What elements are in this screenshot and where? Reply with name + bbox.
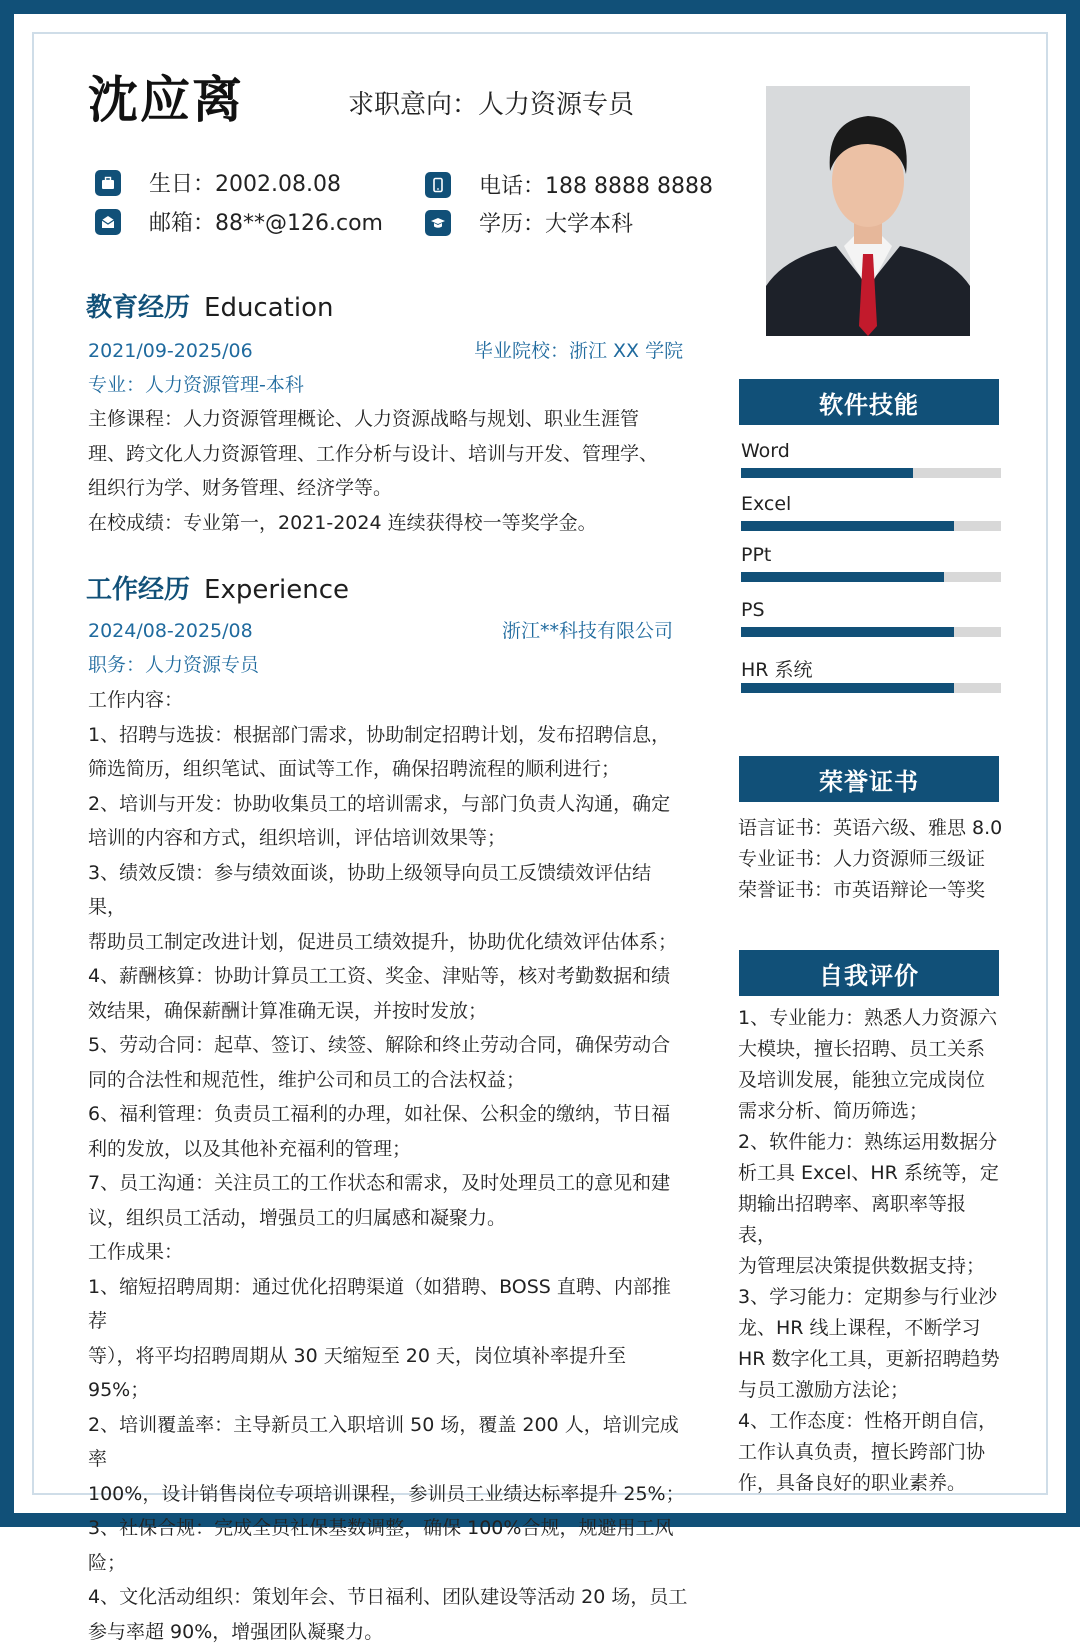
self-eval-line: 析工具 Excel、HR 系统等，定 [738,1158,1003,1189]
skill-name: PS [741,599,1001,623]
honors-heading: 荣誉证书 [739,756,999,802]
experience-line: 3、社保合规：完成全员社保基数调整，确保 100%合规，规避用工风险； [88,1511,688,1580]
experience-line: 100%，设计销售岗位专项培训课程，参训员工业绩达标率提升 25%； [88,1477,688,1512]
graduation-cap-icon [425,210,451,236]
experience-line: 1、招聘与选拔：根据部门需求，协助制定招聘计划，发布招聘信息， [88,718,688,753]
birthday-text: 生日：2002.08.08 [149,167,341,198]
honors-list [738,813,1003,906]
self-eval-list [738,1003,1003,1499]
self-eval-line: 工作认真负责，擅长跨部门协 [738,1437,1003,1468]
experience-line: 工作内容： [88,683,688,718]
skill-bar-fill [741,468,913,478]
email-text: 邮箱：88**@126.com [149,206,383,237]
honor-line: 专业证书：人力资源师三级证 [738,844,1003,875]
experience-line: 4、文化活动组织：策划年会、节日福利、团队建设等活动 20 场，员工 [88,1580,688,1615]
self-eval-line: 2、软件能力：熟练运用数据分 [738,1127,1003,1158]
self-eval-line: 及培训发展，能独立完成岗位 [738,1065,1003,1096]
self-eval-line: 3、学习能力：定期参与行业沙 [738,1282,1003,1313]
self-eval-line: 作，具备良好的职业素养。 [738,1468,1003,1499]
experience-line: 5、劳动合同：起草、签订、续签、解除和终止劳动合同，确保劳动合 [88,1028,688,1063]
skill-item [741,440,1001,478]
briefcase-icon [95,170,121,196]
self-eval-line: 为管理层决策提供数据支持； [738,1251,1003,1282]
skill-bar-track [741,521,1001,531]
skill-item [741,655,1001,693]
honor-line: 语言证书：英语六级、雅思 8.0 [738,813,1003,844]
skills-heading: 软件技能 [739,379,999,425]
self-eval-line: 1、专业能力：熟悉人力资源六 [738,1003,1003,1034]
portrait-illustration [766,86,970,336]
skill-bar-track [741,468,1001,478]
skill-item [741,493,1001,531]
skill-item [741,599,1001,637]
experience-line: 帮助员工制定改进计划，促进员工绩效提升，协助优化绩效评估体系； [88,925,688,960]
experience-line: 2、培训与开发：协助收集员工的培训需求，与部门负责人沟通，确定 [88,787,688,822]
experience-line: 3、绩效反馈：参与绩效面谈，协助上级领导向员工反馈绩效评估结果， [88,856,688,925]
experience-line: 利的发放，以及其他补充福利的管理； [88,1132,688,1167]
skill-bar-track [741,683,1001,693]
experience-position: 职务：人力资源专员 [88,648,259,683]
skill-item [741,544,1001,582]
contact-birthday [95,167,341,198]
education-line: 组织行为学、财务管理、经济学等。 [88,471,688,506]
skill-name: HR 系统 [741,655,1001,679]
experience-line: 2、培训覆盖率：主导新员工入职培训 50 场，覆盖 200 人，培训完成率 [88,1408,688,1477]
experience-line: 1、缩短招聘周期：通过优化招聘渠道（如猎聘、BOSS 直聘、内部推荐 [88,1270,688,1339]
self-eval-line: HR 数字化工具，更新招聘趋势 [738,1344,1003,1375]
experience-title-cn: 工作经历 [86,569,190,606]
experience-line: 7、员工沟通：关注员工的工作状态和需求，及时处理员工的意见和建 [88,1166,688,1201]
education-details [88,402,688,540]
phone-icon [425,172,451,198]
experience-line: 4、薪酬核算：协助计算员工工资、奖金、津贴等，核对考勤数据和绩 [88,959,688,994]
skill-bar-fill [741,683,954,693]
education-line: 在校成绩：专业第一，2021-2024 连续获得校一等奖学金。 [88,506,688,541]
contact-phone [425,169,713,200]
education-title-cn: 教育经历 [86,287,190,324]
education-title-en: Education [204,293,333,323]
self-eval-line: 与员工激励方法论； [738,1375,1003,1406]
candidate-name: 沈应离 [88,60,244,132]
skill-bar-fill [741,521,954,531]
education-school: 毕业院校：浙江 XX 学院 [474,334,683,369]
experience-line: 议，组织员工活动，增强员工的归属感和凝聚力。 [88,1201,688,1236]
skill-bar-fill [741,627,954,637]
education-heading [86,287,333,324]
experience-line: 培训的内容和方式，组织培训，评估培训效果等； [88,821,688,856]
self-eval-line: 4、工作态度：性格开朗自信， [738,1406,1003,1437]
self-eval-line: 期输出招聘率、离职率等报表， [738,1189,1003,1251]
experience-line: 效结果，确保薪酬计算准确无误，并按时发放； [88,994,688,1029]
experience-line: 筛选简历，组织笔试、面试等工作，确保招聘流程的顺利进行； [88,752,688,787]
contact-email [95,206,383,237]
skill-name: PPt [741,544,1001,568]
education-major: 专业：人力资源管理-本科 [88,368,304,403]
experience-line: 等），将平均招聘周期从 30 天缩短至 20 天，岗位填补率提升至 95%； [88,1339,688,1408]
profile-photo [766,86,970,336]
experience-line: 6、福利管理：负责员工福利的办理，如社保、公积金的缴纳，节日福 [88,1097,688,1132]
education-line: 理、跨文化人力资源管理、工作分析与设计、培训与开发、管理学、 [88,437,688,472]
contact-degree [425,207,633,238]
experience-title-en: Experience [204,575,349,605]
degree-text: 学历：大学本科 [479,207,633,238]
honor-line: 荣誉证书：市英语辩论一等奖 [738,875,1003,906]
education-line: 主修课程：人力资源管理概论、人力资源战略与规划、职业生涯管 [88,402,688,437]
self-eval-line: 大模块，擅长招聘、员工关系 [738,1034,1003,1065]
mail-icon [95,209,121,235]
job-intent: 求职意向：人力资源专员 [348,84,634,121]
experience-heading [86,569,349,606]
experience-period: 2024/08-2025/08 [88,614,253,649]
experience-line: 参与率超 90%，增强团队凝聚力。 [88,1615,688,1649]
skill-name: Word [741,440,1001,464]
experience-line: 同的合法性和规范性，维护公司和员工的合法权益； [88,1063,688,1098]
self-eval-line: 需求分析、简历筛选； [738,1096,1003,1127]
education-period: 2021/09-2025/06 [88,334,253,369]
skill-bar-track [741,627,1001,637]
self-eval-heading: 自我评价 [739,950,999,996]
experience-details [88,683,688,1649]
phone-text: 电话：188 8888 8888 [479,169,713,200]
skill-bar-track [741,572,1001,582]
skill-name: Excel [741,493,1001,517]
self-eval-line: 龙、HR 线上课程，不断学习 [738,1313,1003,1344]
experience-company: 浙江**科技有限公司 [502,614,673,649]
experience-line: 工作成果： [88,1235,688,1270]
skill-bar-fill [741,572,944,582]
